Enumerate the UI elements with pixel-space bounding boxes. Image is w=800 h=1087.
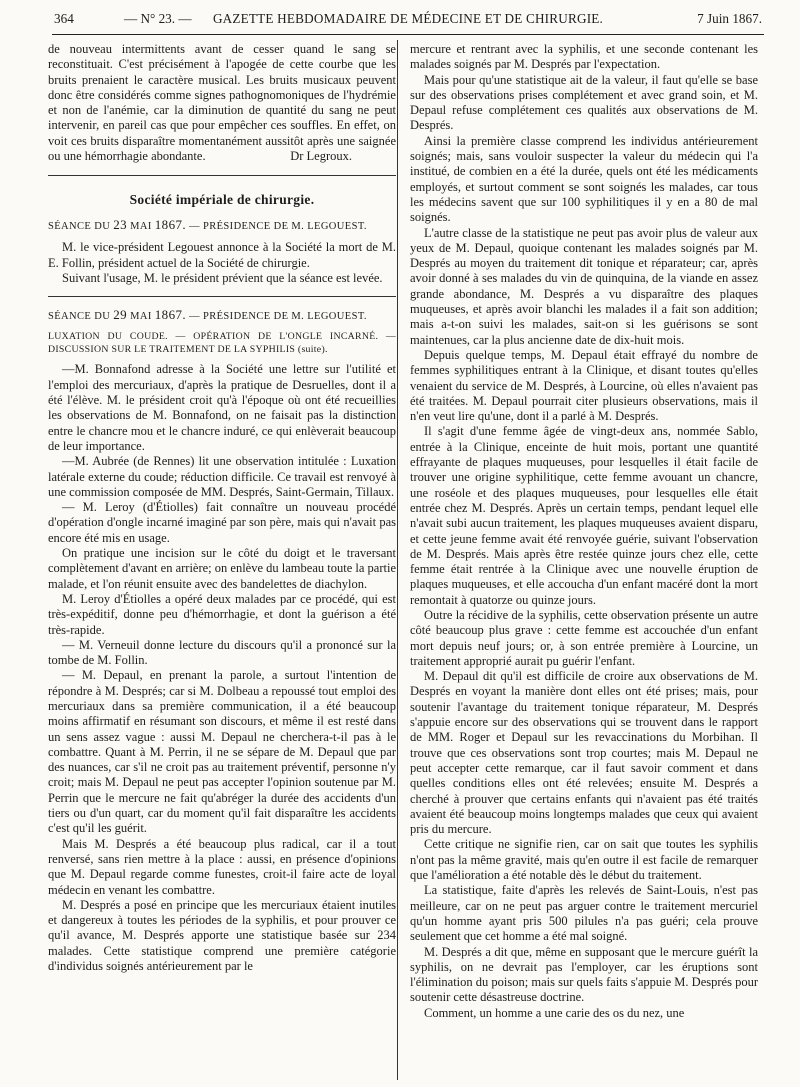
seance-heading-1: SÉANCE DU 23 MAI 1867. — PRÉSIDENCE DE M. LEGOUEST. xyxy=(48,216,367,232)
seance-heading-2: SÉANCE DU 29 MAI 1867. — PRÉSIDENCE DE M. LEGOUEST. xyxy=(48,307,367,323)
left-column xyxy=(48,42,396,1082)
paragraph: Comment, un homme a une carie des os du nez, une xyxy=(424,1005,685,1020)
paragraph: M. le vice-président Legouest annonce à la Société la mort de M. E. Follin, président actuel de la Société de chirurgie. xyxy=(48,240,396,270)
page-number: 364 xyxy=(54,11,74,26)
paragraph: — M. Depaul, en prenant la parole, a surtout l'intention de répondre à M. Després; car si M. Dolbeau a repoussé tout emploi des mercuriaux dans sa première communication, il a été beaucoup moins affirmatif en résumant son discours, et même il est resté dans un sens assez vague : aussi M. Depaul ne cherchera-t-il pas à le combattre. Quant à M. Perrin, il ne se sépare de M. Depaul que par des nuances, car s'il ne croit pas au traitement préventif, personne n'y croit; mais M. Depaul ne peut pas accepter l'opinion soutenue par M. Perrin que le mercure ne fait qu'abréger la durée des accidents d'un tiers ou d'un quart, car du moment qu'il fait disparaître les accidents c'est qu'il les guérit. xyxy=(48,668,396,836)
paragraph: mercure et rentrant avec la syphilis, et une seconde contenant les malades soignés par M. Després par l'expectation. xyxy=(410,42,758,72)
journal-title: GAZETTE HEBDOMADAIRE DE MÉDECINE ET DE CHIRURGIE. xyxy=(212,11,604,26)
section-title: Société impériale de chirurgie. xyxy=(129,191,315,207)
paragraph: Il s'agit d'une femme âgée de vingt-deux ans, nommée Sablo, entrée à la Clinique, enceinte de huit mois, portant une quantité effrayante de plaques muqueuses, pour lesquelles il était facile de trouver une origine syphilitique, cette femme avouant un chancre, une roséole et des plaques muqueuses, pour lesquelles elle était entrée chez M. Després. Après un certain temps, pendant lequel elle n'avait subi aucun traitement, les plaques muqueuses avaient disparu, et cette jeune femme avait été renvoyée guérie, suivant l'observation de M. Després. Mais après être restée quinze jours chez elle, cette femme était rentrée à la Clinique avec une nouvelle éruption de plaques muqueuses, et elle accoucha d'un enfant macéré dont la mort remontait à quatorze ou quinze jours. xyxy=(410,424,758,607)
divider xyxy=(48,175,396,176)
paragraph: La statistique, faite d'après les relevés de Saint-Louis, n'est pas meilleure, car on ne peut pas arguer contre le traitement mercuriel qu'un homme ayant pris 500 pilules n'a pas guéri; cela prouve seulement que cet homme a été mal soigné. xyxy=(410,883,758,944)
paragraph: Suivant l'usage, M. le président prévient que la séance est levée. xyxy=(62,270,383,285)
session-subtitle: LUXATION DU COUDE. — OPÉRATION DE L'ONGLE INCARNÉ. — DISCUSSION SUR LE TRAITEMENT DE LA SYPHILIS (suite). xyxy=(48,331,396,356)
paragraph: Ainsi la première classe comprend les individus antérieurement soignés; mais, sans vouloir suspecter la valeur du médecin qui l'a institué, de combien en a été la durée, quels ont été les médicaments employés, et surtout comment se sont soignés les malades, car tous les médecins savent que sur 100 syphilitiques il y en a 80 de mal soignés. xyxy=(410,133,758,225)
paragraph: —M. Aubrée (de Rennes) lit une observation intitulée : Luxation latérale externe du coude; réduction difficile. Ce travail est renvoyé à une commission composée de MM. Després, Saint-Germain, Tillaux. xyxy=(48,454,396,499)
issue-date: 7 Juin 1867. xyxy=(697,11,762,26)
paragraph: Cette critique ne signifie rien, car on sait que toutes les syphilis n'ont pas la même gravité, mais qu'en outre il est facile de remarquer que l'amélioration a été notable dès le début du traitement. xyxy=(410,837,758,883)
right-column xyxy=(410,42,758,1082)
paragraph: M. Leroy d'Étiolles a opéré deux malades par ce procédé, qui est très-expéditif, donne peu d'hémorrhagie, et dont la guérison a été très-rapide. xyxy=(48,591,396,637)
column-divider xyxy=(397,40,398,1080)
paragraph: Mais M. Després a été beaucoup plus radical, car il a tout renversé, sans rien mettre à la place : aussi, en présence d'opinions que M. Depaul regarde comme funestes, croit-il faire acte de loyal médecin en venant les combattre. xyxy=(48,836,396,897)
paragraph: L'autre classe de la statistique ne peut pas avoir plus de valeur aux yeux de M. Depaul, quoique contenant les malades soignés par M. Després au moyen du traitement dit tonique et réparateur; car, après avoir donné à ses malades du vin de quinquina, de la viande en assez grande abondance, M. Després a vu disparaître des plaques muqueuses, et après avoir blanchi les malades il a fait son addition; mais a-t-on suivi les malades, sait-on si les guérisons se sont maintenues, car la plus ancienne date de dix-huit mois. xyxy=(410,225,758,347)
paragraph: Depuis quelque temps, M. Depaul était effrayé du nombre de femmes syphilitiques entrant à la Clinique, et disant toutes qu'elles venaient du service de M. Després, à Lourcine, où elles n'avaient pas été traitées. M. Depaul pourrait citer plusieurs observations, mais il n'en veut lire qu'une, dont il a parlé à M. Després. xyxy=(410,347,758,424)
paragraph: On pratique une incision sur le côté du doigt et le traversant complètement d'avant en arrière; on enlève du lambeau toute la partie malade, et l'on réunit ensuite avec des bandelettes de diachylon. xyxy=(48,546,396,591)
paragraph: Outre la récidive de la syphilis, cette observation présente un autre côté beaucoup plus grave : cette femme est accouchée d'un enfant mort depuis neuf jours; or, à son entrée première à Lourcine, un traitement approprié aurait pu guérir l'enfant. xyxy=(410,607,758,668)
paragraph: Mais pour qu'une statistique ait de la valeur, il faut qu'elle se base sur des observations prises complétement et avec grand soin, et M. Depaul refuse complétement ces qualités aux observations de M. Després. xyxy=(410,72,758,133)
paragraph: M. Després a dit que, même en supposant que le mercure guérît la syphilis, on ne devrait pas l'employer, car les éruptions sont l'élimination du poison; mais sur quels faits s'appuie M. Després pour soutenir cette désastreuse doctrine. xyxy=(410,944,758,1005)
paragraph: — M. Verneuil donne lecture du discours qu'il a prononcé sur la tombe de M. Follin. xyxy=(48,637,396,668)
divider xyxy=(48,296,396,297)
author-signature: Dr Legroux. xyxy=(290,149,352,164)
paragraph: M. Després a posé en principe que les mercuriaux étaient inutiles et dangereux à toutes les périodes de la syphilis, et pour prouver ce qu'il avance, M. Després apporte une statistique basée sur 234 malades. Cette statistique comprend une première catégorie d'individus soignés antérieurement par le xyxy=(48,897,396,974)
paragraph: —M. Bonnafond adresse à la Société une lettre sur l'utilité et l'emploi des mercuriaux, d'après la pratique de Desruelles, dont il a été l'élève. M. le président croit qu'à l'époque où ont été recueillies les observations de M. Bonnafond, on ne faisait pas la distinction entre le chancre mou et le chancre induré, ce qui enlèverait beaucoup de leur importance. xyxy=(48,362,396,453)
issue-number: — N° 23. — xyxy=(124,11,192,26)
intro-paragraph: de nouveau intermittents avant de cesser quand le sang se reconstituait. C'est précisément à l'apogée de cette courbe que les bruits prenaient le caractère musical. Les bruits musicaux peuvent donc être considérés comme signes pathognomoniques de l'hydrémie et non de l'anémie, car la diminution de quantité du sang ne peut intervenir, en pareil cas que pour empêcher ces souffles. En effet, on voit ces bruits disparaître momentanément aussitôt après une saignée ou une hémorrhagie abondante. xyxy=(48,42,396,164)
page-header xyxy=(52,4,764,35)
paragraph: M. Depaul dit qu'il est difficile de croire aux observations de M. Després en voyant la manière dont elles ont été prises; mais, pour soutenir l'avantage du traitement tonique réparateur, M. Després s'appuie encore sur des observations qui se trouvent dans le rapport de MM. Roger et Depaul sur les revaccinations du Morbihan. Il trouve que ces observations sont trop courtes; mais M. Depaul ne peut accepter cette remarque, car il faut savoir comment et dans quelles conditions elles ont été relevées; ensuite M. Després a cherché à prouver que certains enfants qui n'avaient pas été traités avaient été beaucoup moins longtemps malades que ceux qui avaient pris du mercure. xyxy=(410,669,758,837)
paragraph: — M. Leroy (d'Étiolles) fait connaître un nouveau procédé d'opération d'ongle incarné imaginé par son père, mais qui n'avait pas encore été mis en usage. xyxy=(48,500,396,545)
